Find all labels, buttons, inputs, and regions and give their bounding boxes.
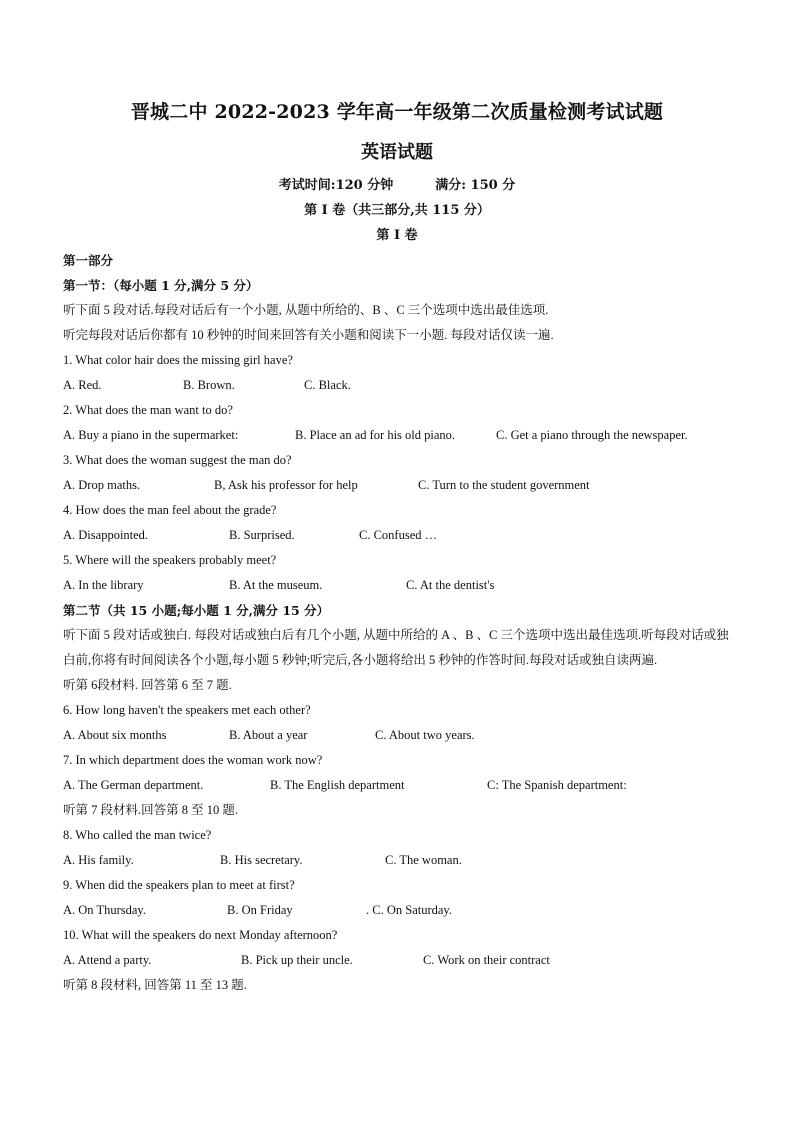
option-c: C. The woman. xyxy=(385,853,462,867)
option-c: C. At the dentist's xyxy=(406,578,495,592)
question-options xyxy=(63,948,743,973)
option-a: A. Red. xyxy=(63,378,102,392)
option-a: A. The German department. xyxy=(63,778,204,792)
option-c: C. Black. xyxy=(304,378,351,392)
option-a: A. On Thursday. xyxy=(63,903,146,917)
question-options xyxy=(63,848,743,873)
option-b: B. Surprised. xyxy=(229,528,295,542)
option-a: A. Buy a piano in the supermarket: xyxy=(63,428,239,442)
question-text: 9. When did the speakers plan to meet at first? xyxy=(63,878,295,892)
volume-label: 第 I 卷 xyxy=(376,228,418,243)
option-b: B. Pick up their uncle. xyxy=(241,953,353,967)
option-b: B. At the museum. xyxy=(229,578,323,592)
question-options xyxy=(63,523,743,548)
question-text: 7. In which department does the woman work now? xyxy=(63,753,323,767)
section1-instruction: 听完每段对话后你都有 10 秒钟的时间来回答有关小题和阅读下一小题. 每段对话仅读一遍. xyxy=(63,328,554,342)
option-c: C. Turn to the student government xyxy=(418,478,590,492)
question-options xyxy=(63,773,743,798)
volume-info: 第 I 卷（共三部分,共 115 分） xyxy=(304,203,490,218)
question-text: 2. What does the man want to do? xyxy=(63,403,233,417)
material-note: 听第 8 段材料, 回答第 11 至 13 题. xyxy=(63,978,247,992)
question-options xyxy=(63,423,743,448)
question-options xyxy=(63,898,743,923)
option-c: C. Work on their contract xyxy=(423,953,550,967)
option-c: C: The Spanish department: xyxy=(487,778,627,792)
material-note: 听第 6段材料. 回答第 6 至 7 题. xyxy=(63,678,232,692)
question-text: 6. How long haven't the speakers met each other? xyxy=(63,703,311,717)
section1-title: 第一节：（每小题 1 分,满分 5 分） xyxy=(63,278,259,293)
exam-subtitle: 英语试题 xyxy=(361,142,433,163)
option-a: A. In the library xyxy=(63,578,144,592)
question-text: 10. What will the speakers do next Monday afternoon? xyxy=(63,928,338,942)
option-b: B, Ask his professor for help xyxy=(214,478,358,492)
option-a: A. About six months xyxy=(63,728,167,742)
option-a: A. Disappointed. xyxy=(63,528,149,542)
question-options xyxy=(63,373,743,398)
option-b: B. About a year xyxy=(229,728,308,742)
question-text: 8. Who called the man twice? xyxy=(63,828,212,842)
exam-score: 满分: 150 分 xyxy=(435,178,516,193)
exam-title: 晋城二中 2022-2023 学年高一年级第二次质量检测考试试题 xyxy=(130,101,664,123)
question-text: 1. What color hair does the missing girl have? xyxy=(63,353,293,367)
option-b: B. Brown. xyxy=(183,378,235,392)
section2-title: 第二节（共 15 小题;每小题 1 分,满分 15 分） xyxy=(63,603,330,618)
option-b: B. The English department xyxy=(270,778,405,792)
option-b: B. His secretary. xyxy=(220,853,303,867)
part-title: 第一部分 xyxy=(63,253,114,268)
question-options xyxy=(63,573,743,598)
exam-time: 考试时间:120 分钟 xyxy=(278,178,394,193)
exam-content xyxy=(63,248,743,998)
question-options xyxy=(63,473,743,498)
option-a: A. Drop maths. xyxy=(63,478,141,492)
question-text: 5. Where will the speakers probably meet? xyxy=(63,553,277,567)
material-note: 听第 7 段材料.回答第 8 至 10 题. xyxy=(63,803,239,817)
option-b: B. On Friday xyxy=(227,903,293,917)
option-c: C. Confused … xyxy=(359,528,438,542)
option-a: A. Attend a party. xyxy=(63,953,152,967)
section2-instruction: 听下面 5 段对话或独白. 每段对话或独白后有几个小题, 从题中所给的 A 、B 、C 三个选项中选出最佳选项.听每段对话或独白前,你将有时间阅读各个小题,每小题 5 秒钟;听完后,各小题将给出 5 秒钟的作答时间.每段对话或独自读两遍. xyxy=(63,628,729,667)
option-c: C. About two years. xyxy=(375,728,475,742)
exam-meta xyxy=(0,174,794,193)
question-text: 3. What does the woman suggest the man do? xyxy=(63,453,292,467)
question-options xyxy=(63,723,743,748)
question-text: 4. How does the man feel about the grade? xyxy=(63,503,277,517)
option-c: . C. On Saturday. xyxy=(366,903,452,917)
option-b: B. Place an ad for his old piano. xyxy=(295,428,456,442)
section1-instruction: 听下面 5 段对话.每段对话后有一个小题, 从题中所给的、B 、C 三个选项中选出最佳选项. xyxy=(63,303,549,317)
option-c: C. Get a piano through the newspaper. xyxy=(496,428,688,442)
option-a: A. His family. xyxy=(63,853,134,867)
